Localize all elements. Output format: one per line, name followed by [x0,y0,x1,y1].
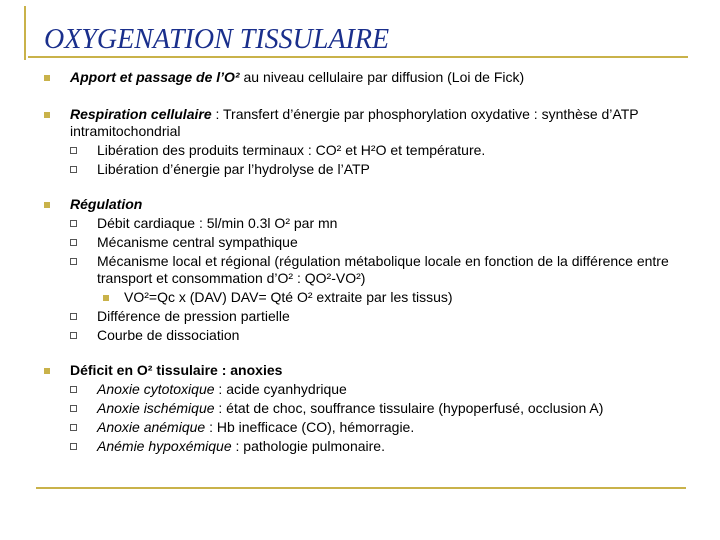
hollow-square-bullet-icon [70,258,77,265]
respiration-label: Respiration cellulaire [70,106,212,122]
hollow-square-bullet-icon [70,386,77,393]
list-item: Débit cardiaque : 5l/min 0.3l O² par mn [44,215,694,232]
regulation-label: Régulation [70,196,143,212]
respiration-text: : Transfert d’énergie par phosphorylation oxydative : synthèse d’ATP intramitochondrial [70,106,639,139]
square-bullet-icon [44,368,50,374]
list-item: Anoxie anémique : Hb inefficace (CO), hémorragie. [44,419,694,436]
list-item: Différence de pression partielle [44,308,694,325]
square-bullet-icon [44,75,50,81]
list-item: Anémie hypoxémique : pathologie pulmonaire. [44,438,694,455]
deficit-label: Déficit en O² tissulaire : anoxies [70,362,283,378]
list-item: Anoxie ischémique : état de choc, souffrance tissulaire (hypoperfusé, occlusion A) [44,400,694,417]
bullet-respiration [44,106,694,140]
list-item: Anoxie cytotoxique : acide cyanhydrique [44,381,694,398]
list-item: Libération des produits terminaux : CO² et H²O et température. [44,142,694,159]
hollow-square-bullet-icon [70,313,77,320]
hollow-square-bullet-icon [70,166,77,173]
hollow-square-bullet-icon [70,220,77,227]
slide-title: OXYGENATION TISSULAIRE [44,24,390,55]
hollow-square-bullet-icon [70,147,77,154]
square-bullet-icon [44,112,50,118]
bullet-regulation [44,196,694,213]
hollow-square-bullet-icon [70,424,77,431]
bullet-deficit [44,362,694,379]
list-item: Libération d’énergie par l’hydrolyse de l’ATP [44,161,694,178]
apport-text: au niveau cellulaire par diffusion (Loi de Fick) [239,69,525,85]
footer-divider [36,487,686,489]
apport-label: Apport et passage de l’O² [70,69,240,85]
square-bullet-icon [103,295,109,301]
list-item: Mécanisme central sympathique [44,234,694,251]
slide-content [44,69,694,455]
list-item: Mécanisme local et régional (régulation métabolique locale en fonction de la différence entre transport et consommation d’O² : QO²-VO²) [44,253,694,287]
bullet-apport [44,69,694,86]
square-bullet-icon [44,202,50,208]
title-accent-vertical-line [24,6,26,60]
sub-list-item: VO²=Qc x (DAV) DAV= Qté O² extraite par les tissus) [44,289,694,306]
hollow-square-bullet-icon [70,239,77,246]
hollow-square-bullet-icon [70,405,77,412]
hollow-square-bullet-icon [70,332,77,339]
list-item: Courbe de dissociation [44,327,694,344]
hollow-square-bullet-icon [70,443,77,450]
